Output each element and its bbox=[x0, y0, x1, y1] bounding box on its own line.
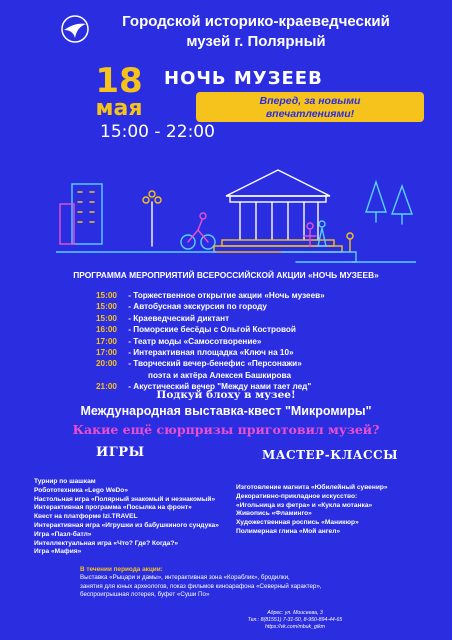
program-item bbox=[96, 290, 426, 301]
list-item: Робототехника «Lego WeDo» bbox=[34, 486, 128, 494]
list-item: Живопись «Фламинго» bbox=[236, 510, 312, 518]
games-list bbox=[34, 478, 244, 557]
program-item bbox=[96, 347, 426, 358]
city-illustration bbox=[56, 142, 416, 268]
program-text: - Поморские бесёды с Ольгой Костровой bbox=[126, 325, 296, 335]
program-text: - Творческий вечер-бенефис «Персонажи» bbox=[126, 359, 302, 369]
event-day: 18 bbox=[95, 61, 143, 101]
notice-line: занятия для юных археологов, показ фильмов киноарафона «Северный характер», bbox=[80, 582, 322, 590]
program-item bbox=[96, 313, 426, 324]
program-time: 20:00 bbox=[96, 359, 117, 369]
subscribe-banner: Подкуй блоху в музее! bbox=[156, 389, 296, 401]
program-text: - Интерактивная площадка «Ключ на 10» bbox=[126, 348, 294, 358]
list-item: Игра «Мафия» bbox=[34, 548, 82, 556]
program-text: - Театр моды «Самосотворение» bbox=[126, 336, 262, 346]
museum-name-line1: Городской историко-краеведческий bbox=[122, 13, 390, 30]
list-item: Художественная роспись «Маникюр» bbox=[236, 519, 359, 527]
phone-line: Тел.: 8(81551) 7-31-50, 8-950-894-44-65 bbox=[247, 617, 343, 623]
list-item: Турнир по шашкам bbox=[34, 478, 96, 485]
program-list bbox=[96, 290, 426, 393]
masters-list bbox=[236, 484, 446, 537]
event-slogan bbox=[196, 92, 424, 122]
address-block bbox=[220, 610, 370, 631]
list-item: Интерактивная игра «Игрушки из бабушкиного сундука» bbox=[34, 521, 219, 529]
program-time: 15:00 bbox=[96, 291, 117, 300]
notice-heading: В течении периода акции: bbox=[80, 566, 163, 573]
notice-line: Выставка «Рыцари и дамы», интерактивная зона «Кораблик», бродилки, bbox=[80, 574, 290, 582]
program-text: - Автобусная экскурсия по городу bbox=[126, 302, 267, 312]
museum-name bbox=[96, 12, 416, 52]
address-line: Адрес: ул. Моисеева, 3 bbox=[267, 610, 323, 616]
event-month: мая bbox=[95, 96, 143, 121]
event-time: 15:00 - 22:00 bbox=[100, 122, 215, 142]
program-time: 17:00 bbox=[96, 336, 117, 346]
list-item: Квест на платформе Izi.TRAVEL bbox=[34, 513, 138, 521]
program-time: 16:00 bbox=[96, 325, 117, 335]
program-item bbox=[96, 301, 426, 312]
program-title: ПРОГРАММА МЕРОПРИЯТИЙ ВСЕРОССИЙСКОЙ АКЦИИ «НОЧЬ МУЗЕЕВ» bbox=[73, 270, 379, 280]
list-item: Интеллектуальная игра «Что? Где? Когда?» bbox=[34, 539, 179, 547]
slogan-line1: Вперед, за новыми bbox=[259, 95, 361, 107]
quest-banner: Международная выставка-квест "Микромиры" bbox=[80, 404, 372, 418]
masters-heading: МАСТЕР-КЛАССЫ bbox=[262, 448, 399, 462]
list-item: «Игольница из фетра» и «Кукла мотанка» bbox=[236, 501, 373, 509]
notice-line: беспроигрышная лотерея, буфет «Суши По» bbox=[80, 591, 210, 599]
program-item bbox=[96, 324, 426, 335]
event-date bbox=[84, 61, 154, 121]
program-text: - Краеведческий диктант bbox=[126, 313, 230, 323]
museum-name-line2: музей г. Полярный bbox=[186, 33, 326, 50]
program-time: 15:00 bbox=[96, 313, 117, 323]
program-item bbox=[96, 358, 426, 369]
notice-block bbox=[80, 566, 380, 600]
list-item: Игра «Пазл-батл» bbox=[34, 530, 92, 538]
list-item: Настольная игра «Полярный знакомый и незнакомый» bbox=[34, 495, 216, 503]
list-item: Интерактивная программа «Посылка на фронт» bbox=[34, 504, 192, 512]
museum-logo-icon bbox=[60, 14, 90, 44]
program-text: - Акустический вечер "Между нами тает лед" bbox=[126, 382, 312, 392]
program-time: 17:00 bbox=[96, 348, 117, 358]
event-title: НОЧЬ МУЗЕЕВ bbox=[164, 68, 323, 89]
website-link[interactable]: https://vk.com/mbuk_gikm bbox=[265, 624, 325, 630]
program-text: поэта и актёра Алексея Башкирова bbox=[148, 370, 292, 380]
program-item-continuation bbox=[96, 370, 426, 381]
program-text: - Торжественное открытие акции «Ночь музеев» bbox=[126, 291, 325, 300]
slogan-line2: впечатлениями! bbox=[265, 108, 355, 120]
list-item: Изготовление магнита «Юбилейный сувенир» bbox=[236, 484, 388, 491]
list-item: Декоративно-прикладное искусство: bbox=[236, 492, 358, 500]
list-item: Полимерная глина «Мой ангел» bbox=[236, 527, 341, 535]
program-item bbox=[96, 336, 426, 347]
program-time: 15:00 bbox=[96, 302, 117, 312]
games-heading: ИГРЫ bbox=[96, 445, 145, 460]
surprise-banner: Какие ещё сюрпризы приготовил музей? bbox=[72, 422, 380, 437]
program-time: 21:00 bbox=[96, 382, 117, 392]
